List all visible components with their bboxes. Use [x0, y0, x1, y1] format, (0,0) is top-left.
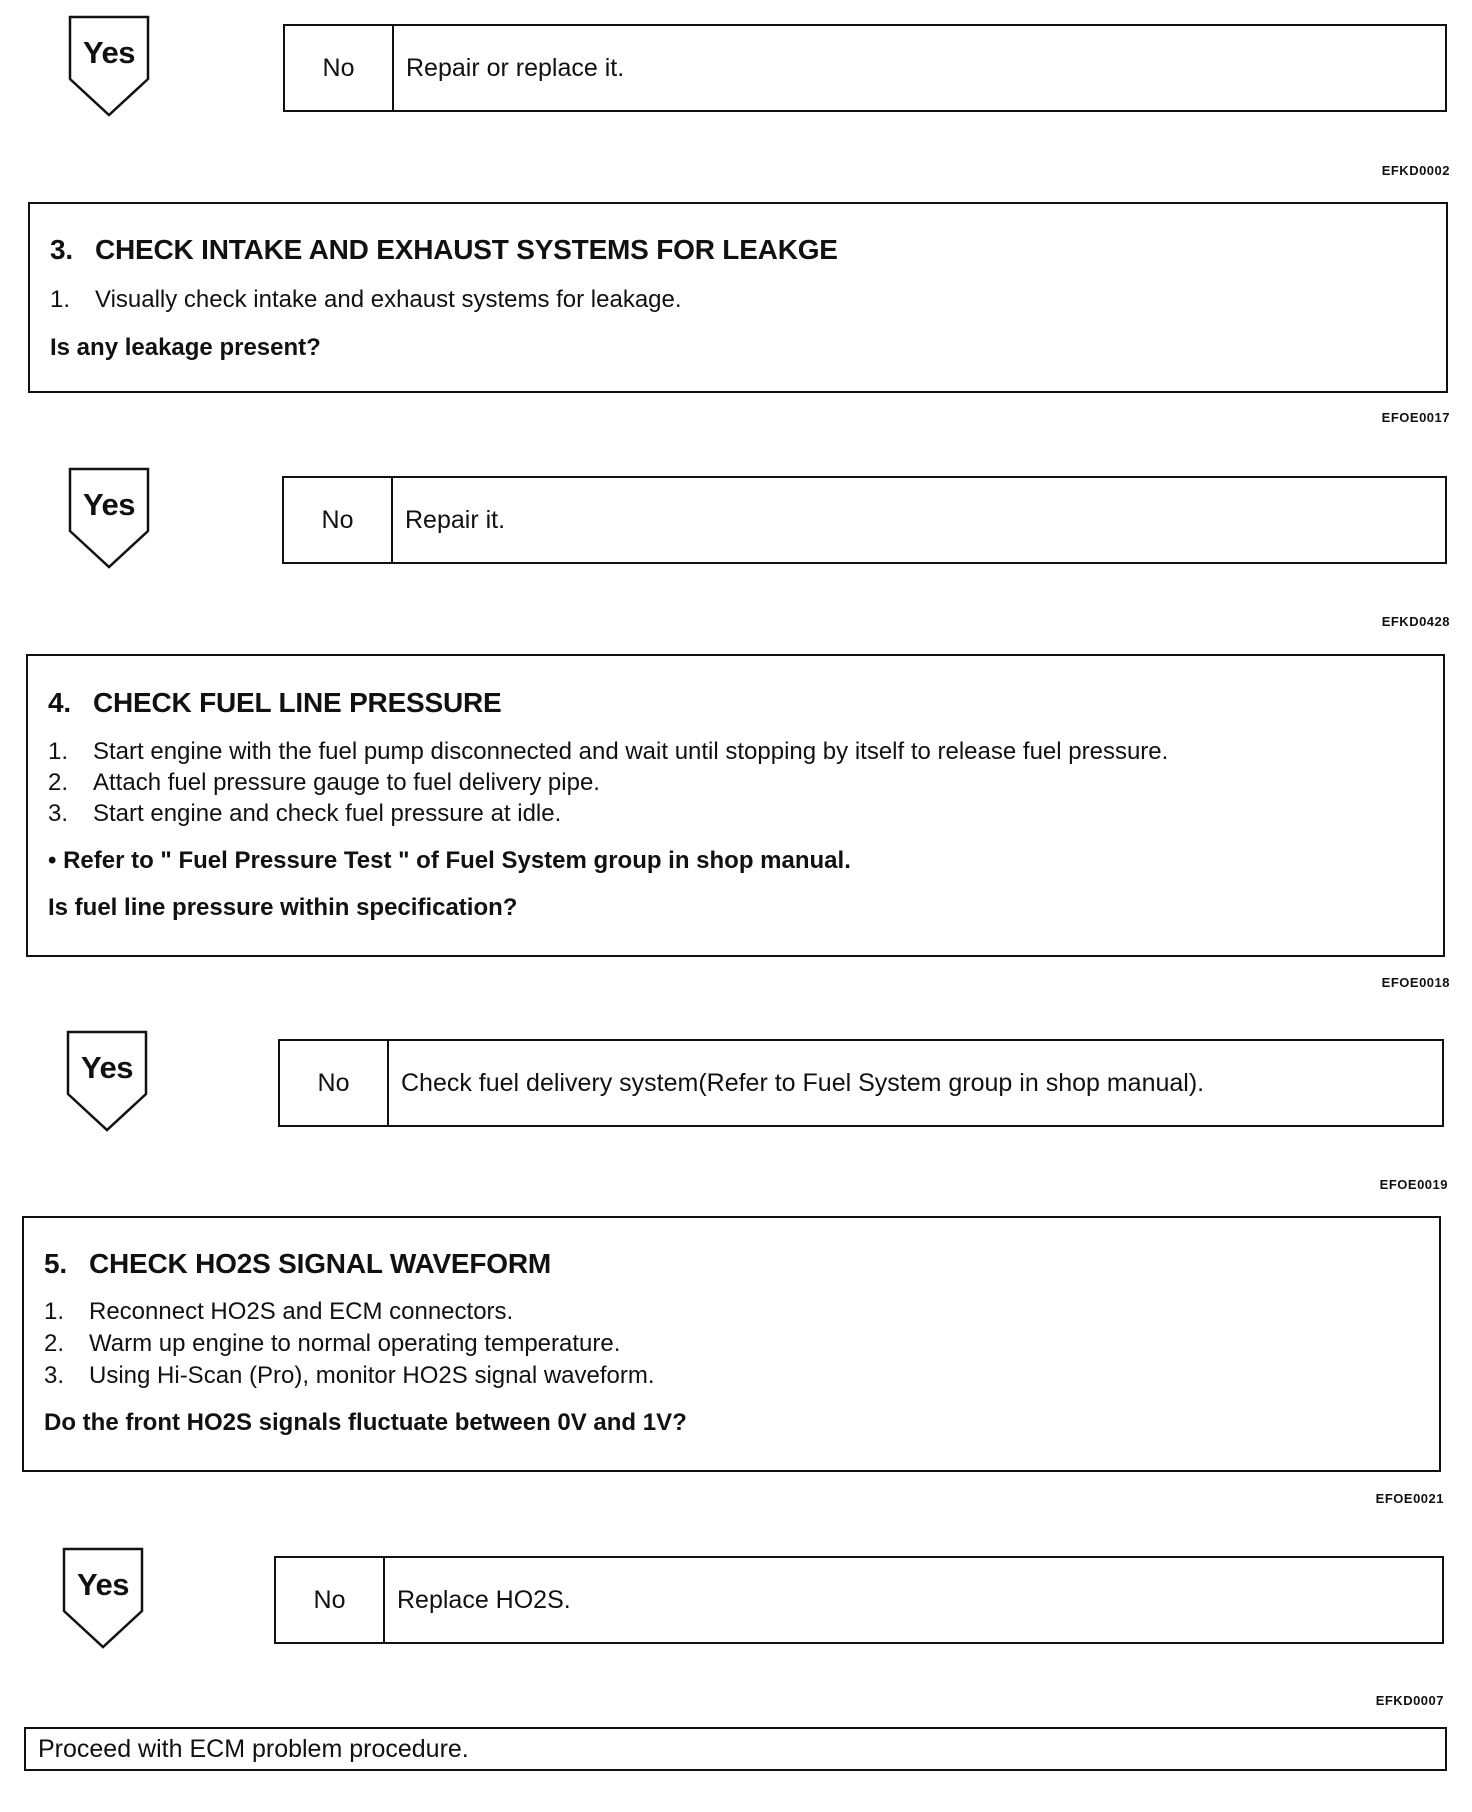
- no-action-text: Repair it.: [405, 505, 506, 534]
- step-item: 3. Using Hi-Scan (Pro), monitor HO2S signal waveform.: [44, 1362, 655, 1389]
- figure-code: EFOE0019: [1379, 1177, 1448, 1192]
- no-outcome-box: [278, 1039, 1444, 1127]
- no-outcome-box: [274, 1556, 1444, 1644]
- yes-label: Yes: [77, 1567, 129, 1602]
- yes-arrow: [68, 467, 150, 569]
- step-box: [26, 654, 1445, 957]
- step-box: [22, 1216, 1441, 1472]
- step-question: Do the front HO2S signals fluctuate between 0V and 1V?: [44, 1409, 687, 1436]
- step-item: 3. Start engine and check fuel pressure at idle.: [48, 800, 562, 827]
- no-action-text: Check fuel delivery system(Refer to Fuel System group in shop manual).: [401, 1068, 1205, 1097]
- no-label: No: [276, 1558, 385, 1642]
- yes-label: Yes: [81, 1050, 133, 1085]
- yes-label: Yes: [83, 35, 135, 70]
- yes-arrow: [62, 1547, 144, 1649]
- yes-label: Yes: [83, 487, 135, 522]
- final-action-box: [24, 1727, 1447, 1771]
- no-action-text: Repair or replace it.: [406, 53, 625, 82]
- step-title: 3. CHECK INTAKE AND EXHAUST SYSTEMS FOR LEAKGE: [50, 234, 838, 265]
- figure-code: EFKD0002: [1381, 163, 1450, 178]
- step-title: 4. CHECK FUEL LINE PRESSURE: [48, 687, 502, 718]
- figure-code: EFKD0007: [1375, 1693, 1444, 1708]
- final-action-text: Proceed with ECM problem procedure.: [38, 1734, 469, 1763]
- figure-code: EFOE0021: [1375, 1491, 1444, 1506]
- yes-arrow: [68, 15, 150, 117]
- step-question: Is any leakage present?: [50, 334, 321, 361]
- step-title: 5. CHECK HO2S SIGNAL WAVEFORM: [44, 1248, 552, 1279]
- step-box: [28, 202, 1448, 393]
- no-outcome-box: [283, 24, 1447, 112]
- step-item: 1. Reconnect HO2S and ECM connectors.: [44, 1298, 514, 1325]
- yes-arrow: [66, 1030, 148, 1132]
- figure-code: EFKD0428: [1381, 614, 1450, 629]
- no-label: No: [280, 1041, 389, 1125]
- step-item: 2. Attach fuel pressure gauge to fuel delivery pipe.: [48, 769, 600, 796]
- step-note: • Refer to " Fuel Pressure Test " of Fuel System group in shop manual.: [48, 847, 851, 874]
- step-item: 2. Warm up engine to normal operating temperature.: [44, 1330, 621, 1357]
- figure-code: EFOE0018: [1381, 975, 1450, 990]
- step-question: Is fuel line pressure within specification?: [48, 894, 518, 921]
- no-action-text: Replace HO2S.: [397, 1585, 571, 1614]
- no-label: No: [284, 478, 393, 562]
- figure-code: EFOE0017: [1381, 410, 1450, 425]
- no-label: No: [285, 26, 394, 110]
- step-item: 1. Visually check intake and exhaust systems for leakage.: [50, 286, 682, 313]
- step-item: 1. Start engine with the fuel pump disconnected and wait until stopping by itself to release fuel pressure.: [48, 738, 1169, 765]
- no-outcome-box: [282, 476, 1447, 564]
